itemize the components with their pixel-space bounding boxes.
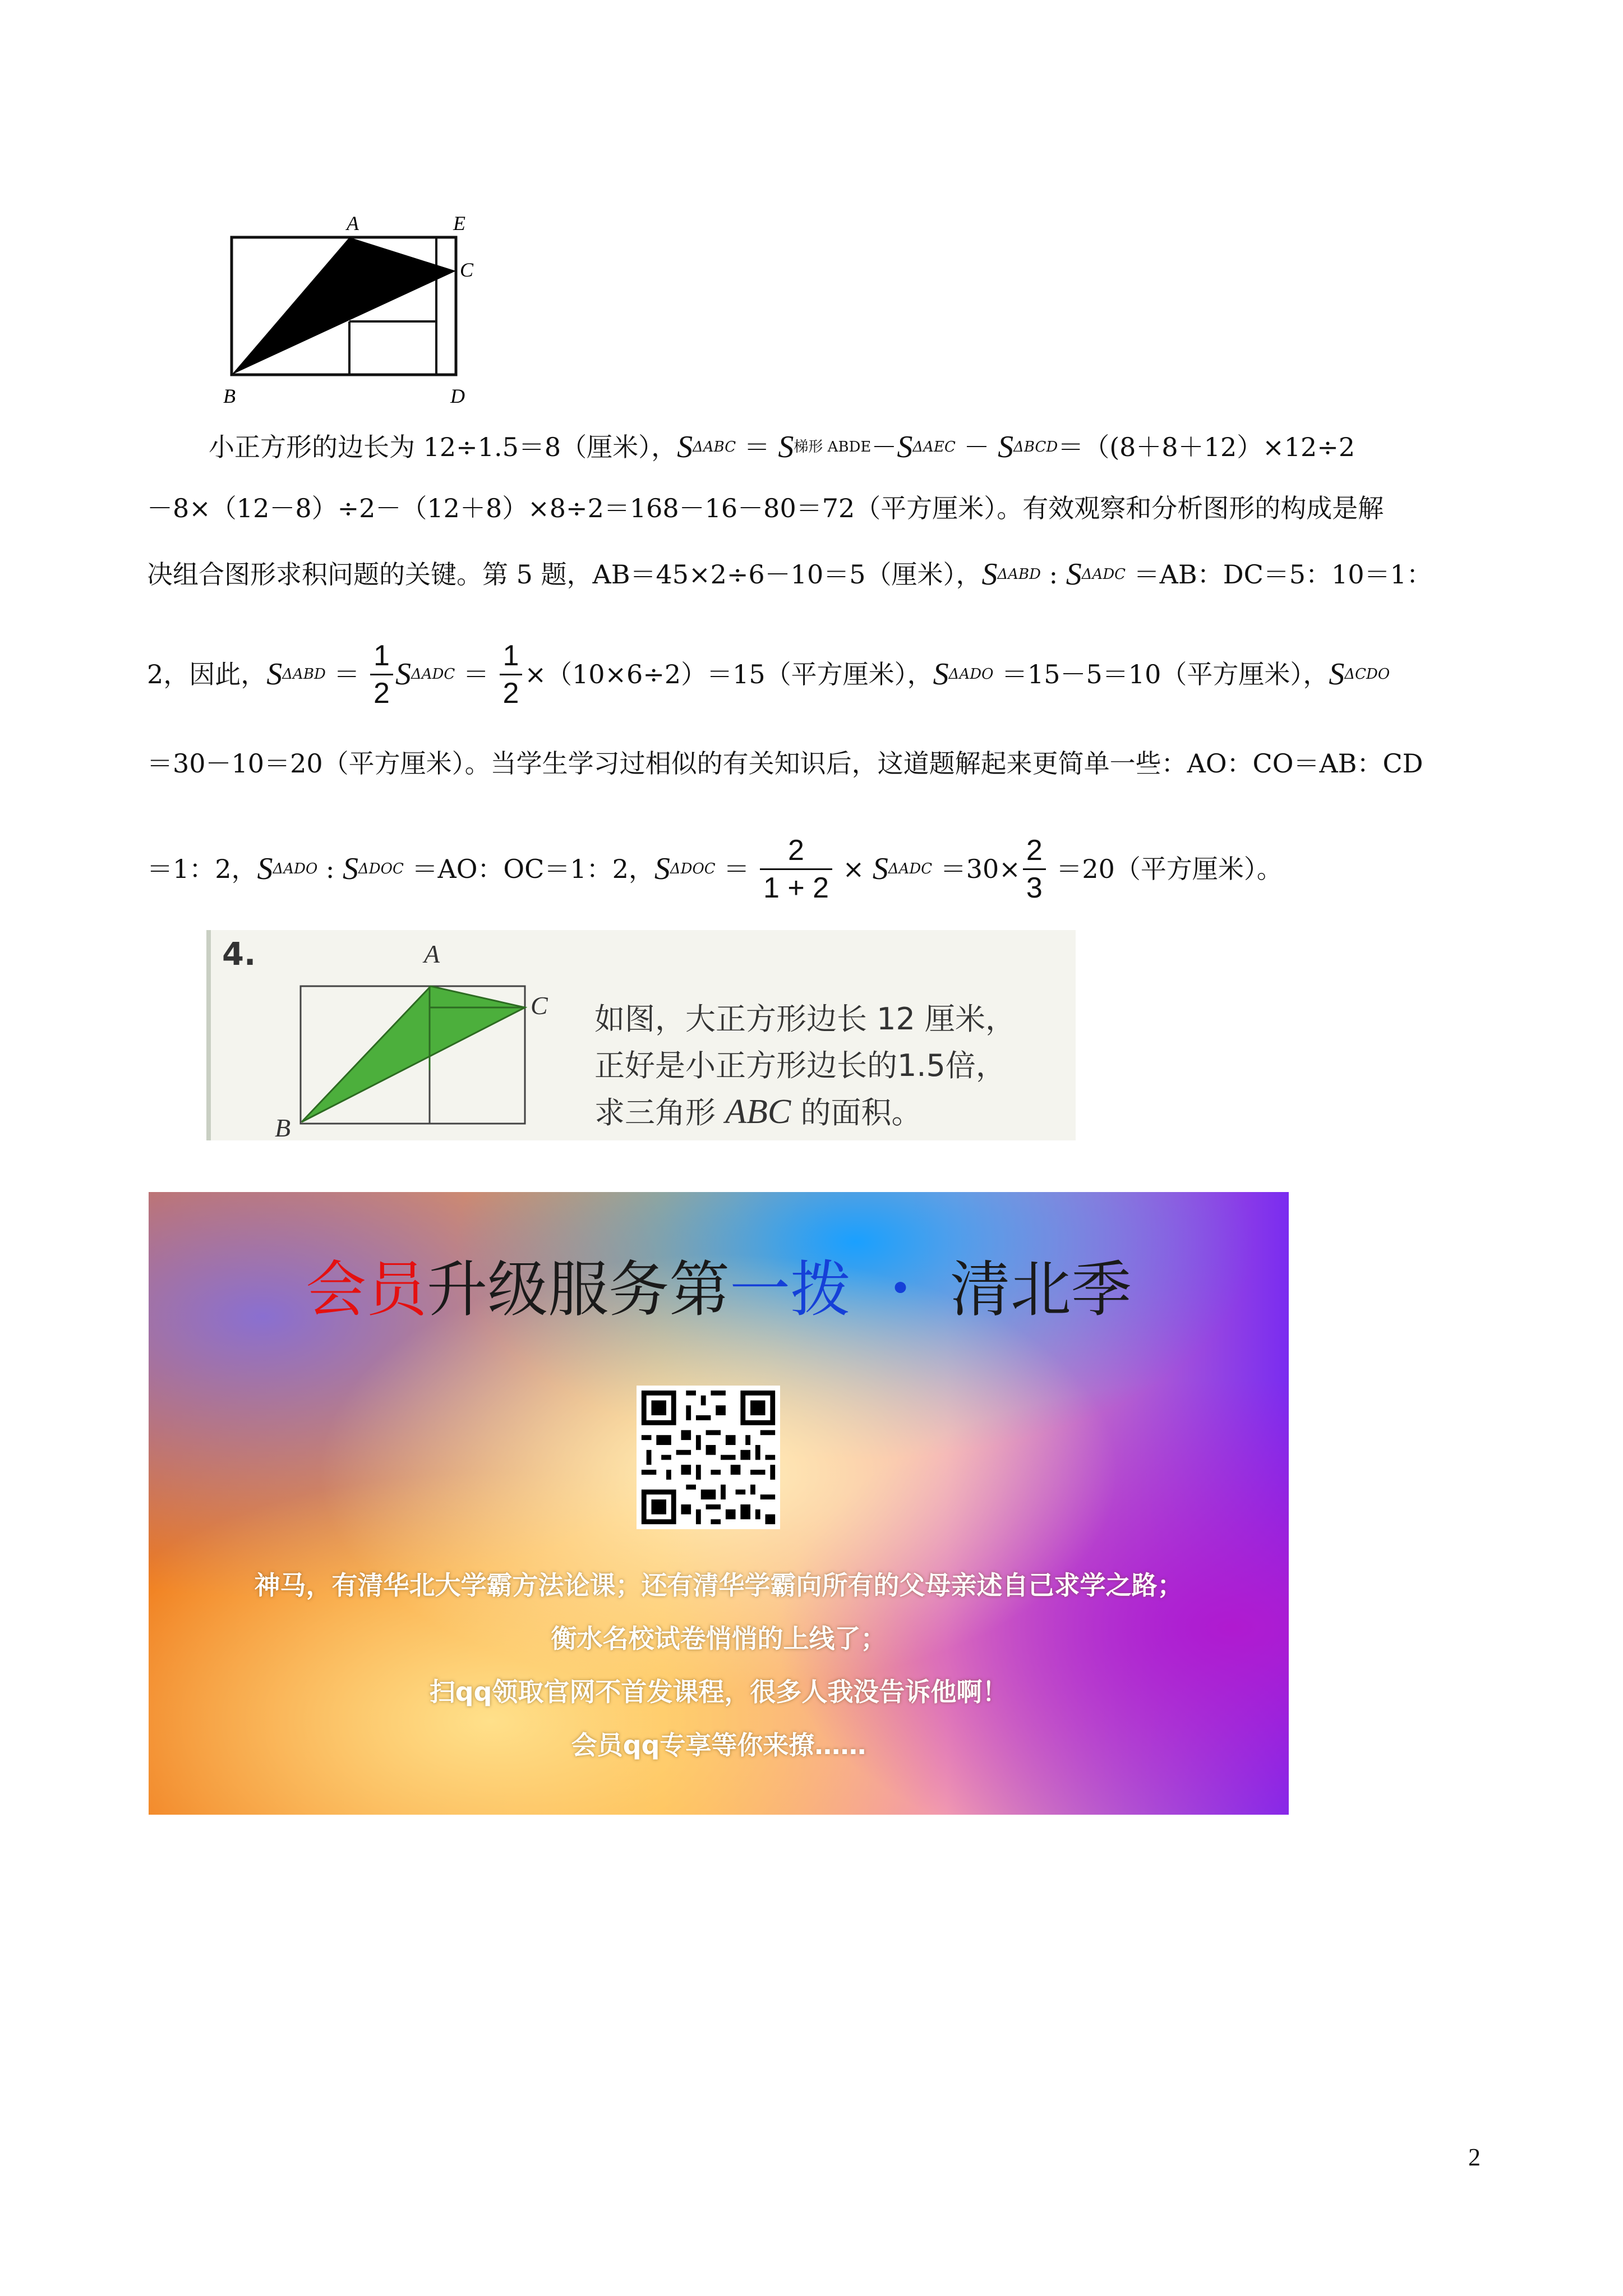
- banner-title: 会员升级服务第一拨 ・ 清北季: [306, 1255, 1132, 1325]
- label-a: A: [347, 212, 359, 234]
- label-b: B: [223, 385, 236, 407]
- banner-line-4: 会员qq专享等你来撩……: [571, 1730, 866, 1760]
- label-d: D: [450, 385, 465, 407]
- qr-code-icon[interactable]: [637, 1386, 780, 1529]
- page-number: 2: [1468, 2143, 1481, 2171]
- solution-line-3: 决组合图形求积问题的关键。第 5 题，AB＝45×2÷6－10＝5（厘米），SΔABD : SΔADC ＝AB：DC＝5：10＝1：: [147, 557, 1432, 592]
- triangle-abc: [232, 237, 456, 375]
- label-e: E: [453, 212, 465, 234]
- label-a: A: [424, 940, 440, 968]
- label-b: B: [275, 1114, 291, 1140]
- fraction-one-half-2: $\frac{1}{2}$: [500, 638, 523, 711]
- banner-line-2: 衡水名校试卷悄悄的上线了；: [551, 1623, 887, 1654]
- fraction-one-half: $\frac{1}{2}$: [370, 638, 393, 711]
- fraction-two-thirds: $\frac{2}{3}$: [1023, 832, 1046, 906]
- figure-triangle-abc-black: [206, 206, 487, 411]
- label-c: C: [531, 991, 548, 1020]
- solution-line-5: ＝30－10＝20（平方厘米）。当学生学习过相似的有关知识后，这道题解起来更简单一些：AO：CO＝AB：CD: [147, 748, 1423, 779]
- promo-banner[interactable]: [149, 1192, 1289, 1815]
- label-c: C: [460, 259, 474, 281]
- fraction-two-over-three-sum: $\frac{2}{1 + 2}$: [760, 832, 832, 906]
- banner-line-1: 神马，有清华北大学霸方法论课；还有清华学霸向所有的父母亲述自己求学之路；: [254, 1570, 1183, 1600]
- banner-line-3: 扫qq领取官网不首发课程，很多人我没告诉他啊！: [429, 1677, 1008, 1707]
- figure-side-strip: [206, 930, 211, 1140]
- problem-4-text: 如图，大正方形边长 12 厘米， 正好是小正方形边长的1.5倍， 求三角形 ABC 的面积。: [594, 1001, 1016, 1131]
- problem-number: 4.: [222, 936, 256, 973]
- solution-line-2: －8×（12－8）÷2－（12＋8）×8÷2＝168－16－80＝72（平方厘米）。有效观察和分析图形的构成是解: [147, 493, 1384, 523]
- solution-line-4: 2，因此，SΔABD ＝ $\frac{1}{2}$ SΔADC ＝ $\frac{1}{2}$ ×（10×6÷2）＝15（平方厘米），SΔADO ＝15－5＝10（平方厘米），SΔCDO: [147, 633, 1504, 711]
- solution-line-6: ＝1：2，SΔADO : SΔDOC ＝AO：OC＝1：2，SΔDOC ＝ $\frac{2}{1 + 2}$ × SΔADC ＝30× $\frac{2}{3}$ ＝20（平方厘米）。: [147, 825, 1504, 909]
- solution-line-1: 小正方形的边长为 12÷1.5＝8（厘米），SΔABC ＝ S梯形 ABDE－SΔAEC － SΔBCD＝（(8＋8＋12）×12÷2: [209, 430, 1355, 464]
